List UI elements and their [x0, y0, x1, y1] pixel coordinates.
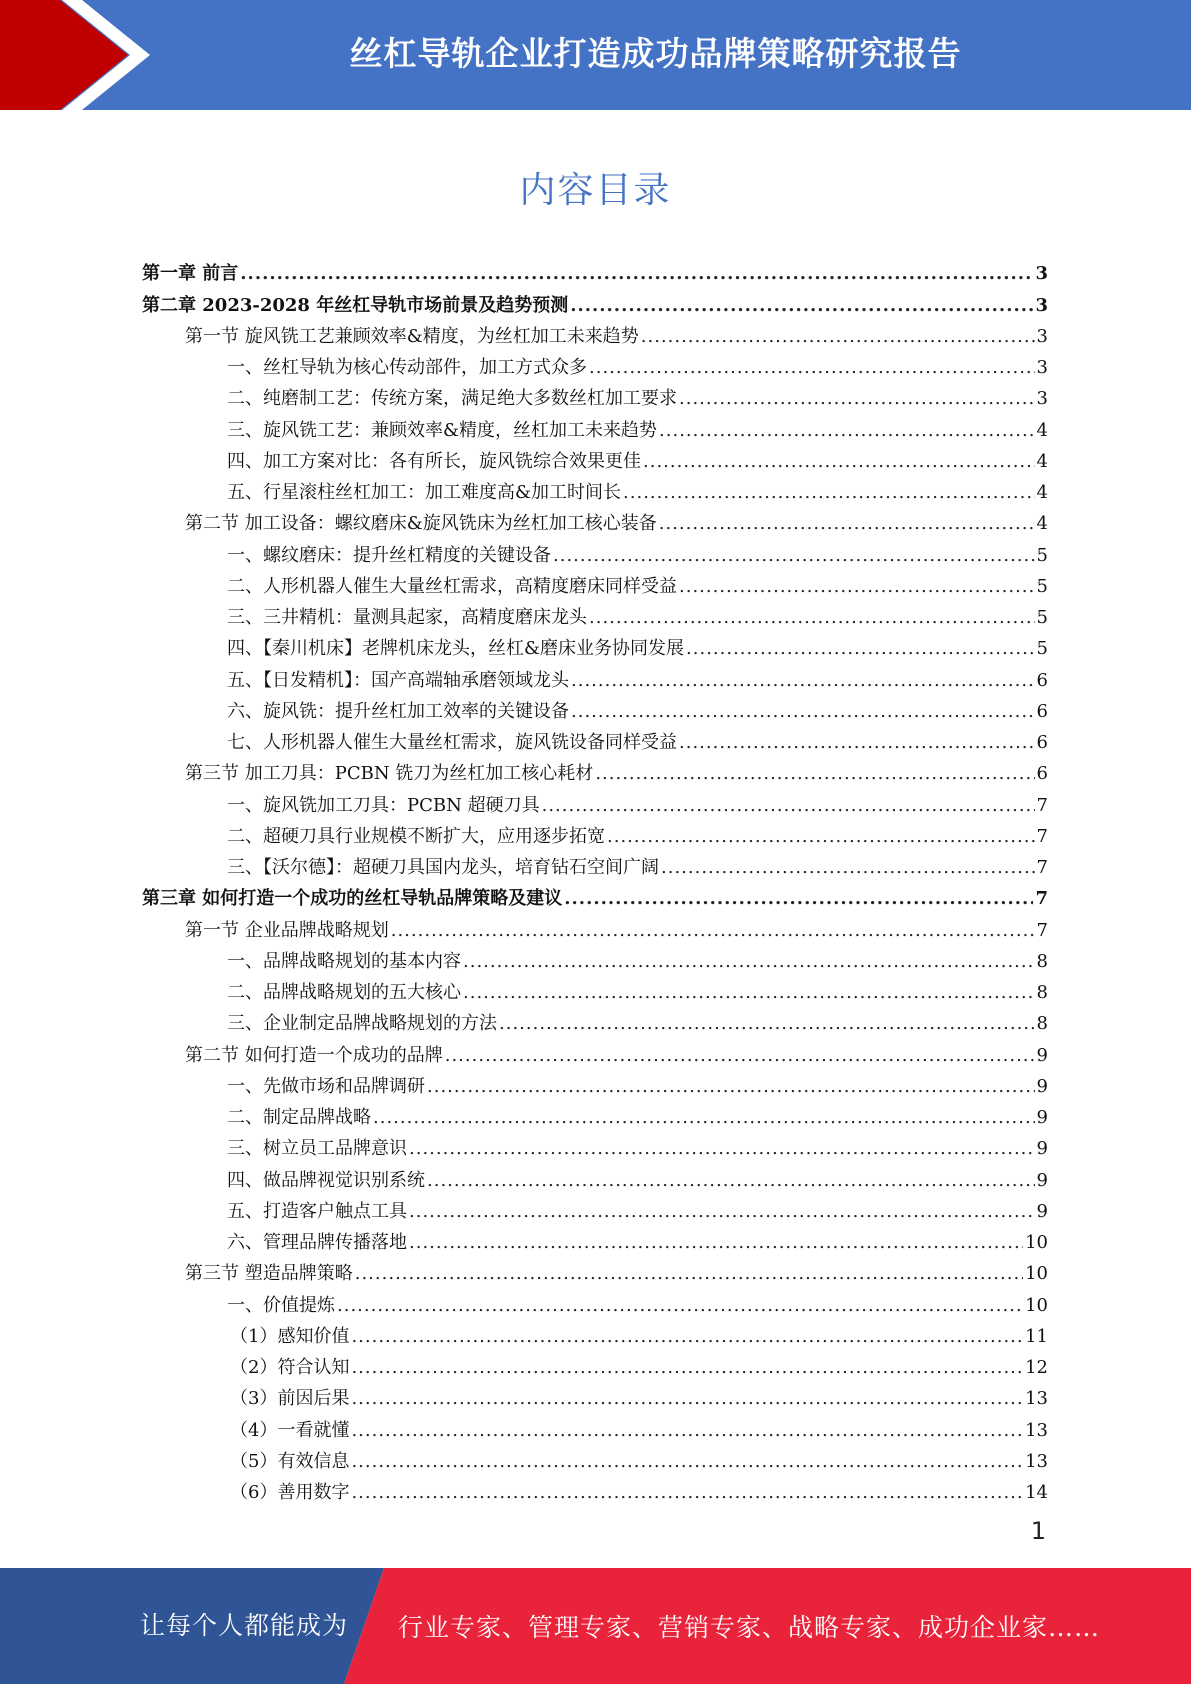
toc-dot-leader: [553, 545, 1035, 567]
toc-entry-page: 9: [1036, 1075, 1048, 1097]
toc-entry[interactable]: [142, 1192, 1048, 1223]
toc-entry-page: 4: [1036, 419, 1048, 441]
page-number: 1: [1030, 1517, 1046, 1545]
toc-heading: 内容目录: [519, 170, 672, 211]
toc-entry-page: 7: [1036, 919, 1048, 941]
toc-entry-title: 一、先做市场和品牌调研: [227, 1075, 425, 1097]
toc-entry-page: 13: [1025, 1450, 1048, 1472]
toc-entry[interactable]: [142, 848, 1048, 879]
toc-dot-leader: [351, 1357, 1023, 1379]
toc-dot-leader: [542, 795, 1035, 817]
toc-entry-page: 3: [1035, 263, 1048, 285]
toc-dot-leader: [409, 1138, 1035, 1160]
toc-entry-page: 4: [1036, 450, 1048, 472]
toc-entry[interactable]: [142, 942, 1048, 973]
toc-dot-leader: [355, 1263, 1023, 1285]
toc-entry-page: 10: [1025, 1263, 1048, 1285]
toc-entry-title: 四、做品牌视觉识别系统: [227, 1169, 425, 1191]
toc-entry[interactable]: [142, 1317, 1048, 1348]
toc-dot-leader: [463, 951, 1035, 973]
toc-entry-page: 6: [1036, 763, 1048, 785]
toc-entry[interactable]: [142, 285, 1048, 316]
toc-entry-title: （6）善用数字: [230, 1482, 350, 1503]
footer-slogan-left: 让每个人都能成为: [140, 1611, 349, 1640]
toc-entry[interactable]: [142, 379, 1048, 410]
toc-dot-leader: [240, 263, 1033, 285]
toc-entry-page: 14: [1025, 1482, 1048, 1503]
toc-entry-title: 第二节 加工设备：螺纹磨床&旋风铣床为丝杠加工核心装备: [185, 513, 657, 535]
toc-dot-leader: [427, 1170, 1035, 1192]
toc-dot-leader: [564, 888, 1033, 910]
toc-entry[interactable]: [142, 410, 1048, 441]
toc-dot-leader: [571, 670, 1035, 692]
toc-entry[interactable]: [142, 254, 1048, 285]
toc-entry-title: 四、【秦川机床】老牌机床龙头，丝杠&磨床业务协同发展: [227, 638, 685, 660]
toc-entry-title: 六、管理品牌传播落地: [227, 1232, 407, 1253]
toc-entry-page: 13: [1025, 1388, 1048, 1410]
toc-dot-leader: [623, 482, 1035, 504]
toc-entry[interactable]: [142, 348, 1048, 379]
toc-entry-title: 五、【日发精机】：国产高端轴承磨领域龙头: [227, 669, 569, 691]
toc-entry-page: 7: [1036, 794, 1048, 816]
toc-dot-leader: [607, 826, 1035, 848]
toc-entry-title: 三、旋风铣工艺：兼顾效率&精度，丝杠加工未来趋势: [227, 419, 658, 441]
toc-entry-page: 6: [1036, 732, 1048, 753]
toc-entry-title: 二、品牌战略规划的五大核心: [227, 982, 461, 1003]
footer-slogan-right: 行业专家、管理专家、营销专家、战略专家、成功企业家……: [398, 1613, 1101, 1642]
toc-dot-leader: [589, 607, 1035, 629]
toc-dot-leader: [679, 732, 1035, 754]
toc-entry-title: 第一节 企业品牌战略规划: [185, 919, 389, 941]
toc-entry-title: 第二章 2023-2028 年丝杠导轨市场前景及趋势预测: [142, 294, 569, 316]
toc-entry[interactable]: [142, 1348, 1048, 1379]
toc-entry-page: 9: [1036, 1138, 1048, 1160]
toc-entry[interactable]: [142, 473, 1048, 504]
toc-entry-page: 5: [1036, 575, 1048, 597]
table-of-contents: [142, 254, 1048, 1504]
page-footer: [0, 1568, 1191, 1684]
toc-entry[interactable]: [142, 723, 1048, 754]
toc-entry-title: 第三节 塑造品牌策略: [185, 1263, 353, 1285]
toc-dot-leader: [337, 1295, 1023, 1317]
toc-entry[interactable]: [142, 1379, 1048, 1410]
toc-entry[interactable]: [142, 1129, 1048, 1160]
toc-entry-title: 一、价值提炼: [227, 1294, 335, 1316]
toc-entry[interactable]: [142, 535, 1048, 566]
toc-entry-title: 一、丝杠导轨为核心传动部件，加工方式众多: [227, 357, 587, 378]
toc-entry[interactable]: [142, 1098, 1048, 1129]
toc-entry[interactable]: [142, 692, 1048, 723]
toc-dot-leader: [643, 451, 1035, 473]
toc-dot-leader: [659, 513, 1035, 535]
toc-dot-leader: [570, 295, 1033, 317]
toc-entry-page: 13: [1025, 1419, 1048, 1441]
toc-entry[interactable]: [142, 879, 1048, 910]
toc-entry-title: 一、品牌战略规划的基本内容: [227, 950, 461, 972]
toc-entry-title: 二、纯磨制工艺：传统方案，满足绝大多数丝杠加工要求: [227, 388, 677, 410]
toc-entry-title: 二、超硬刀具行业规模不断扩大，应用逐步拓宽: [227, 825, 605, 847]
toc-entry-title: 三、树立员工品牌意识: [227, 1138, 407, 1160]
toc-entry-page: 9: [1036, 1107, 1048, 1128]
toc-entry[interactable]: [142, 442, 1048, 473]
toc-entry-page: 7: [1036, 825, 1048, 847]
toc-entry-page: 3: [1036, 388, 1048, 410]
toc-dot-leader: [686, 638, 1035, 660]
toc-entry-page: 3: [1035, 294, 1048, 316]
toc-entry-page: 8: [1036, 982, 1048, 1003]
toc-entry-title: 第二节 如何打造一个成功的品牌: [185, 1044, 443, 1066]
toc-dot-leader: [351, 1326, 1023, 1348]
toc-entry[interactable]: [142, 910, 1048, 941]
toc-entry-page: 8: [1036, 1013, 1048, 1035]
toc-entry-title: 一、螺纹磨床：提升丝杠精度的关键设备: [227, 544, 551, 566]
toc-entry[interactable]: [142, 1004, 1048, 1035]
toc-dot-leader: [589, 357, 1035, 379]
toc-entry-page: 7: [1035, 888, 1048, 910]
toc-dot-leader: [351, 1482, 1023, 1504]
toc-entry[interactable]: [142, 1035, 1048, 1066]
toc-dot-leader: [409, 1232, 1023, 1254]
toc-entry-page: 9: [1036, 1200, 1048, 1222]
toc-dot-leader: [373, 1107, 1035, 1129]
toc-entry-title: 第一节 旋风铣工艺兼顾效率&精度，为丝杠加工未来趋势: [185, 325, 639, 347]
toc-entry-page: 10: [1025, 1232, 1048, 1253]
toc-entry-page: 8: [1036, 950, 1048, 972]
toc-entry-page: 6: [1036, 669, 1048, 691]
toc-entry-title: 四、加工方案对比：各有所长，旋风铣综合效果更佳: [227, 450, 641, 472]
toc-entry-page: 3: [1036, 325, 1048, 347]
toc-entry[interactable]: [142, 1410, 1048, 1441]
toc-entry[interactable]: [142, 317, 1048, 348]
toc-entry-page: 5: [1036, 607, 1048, 628]
toc-dot-leader: [595, 763, 1034, 785]
toc-entry-page: 4: [1036, 513, 1048, 535]
toc-dot-leader: [445, 1045, 1035, 1067]
toc-dot-leader: [351, 1388, 1023, 1410]
toc-entry[interactable]: [142, 817, 1048, 848]
toc-entry[interactable]: [142, 785, 1048, 816]
toc-dot-leader: [641, 326, 1035, 348]
toc-entry[interactable]: [142, 973, 1048, 1004]
toc-entry[interactable]: [142, 1285, 1048, 1316]
toc-dot-leader: [427, 1076, 1035, 1098]
toc-entry-page: 6: [1036, 700, 1048, 722]
toc-entry[interactable]: [142, 629, 1048, 660]
toc-entry-title: （4）一看就懂: [230, 1419, 350, 1441]
toc-entry-title: 六、旋风铣：提升丝杠加工效率的关键设备: [227, 700, 569, 722]
toc-entry[interactable]: [142, 1160, 1048, 1191]
toc-dot-leader: [679, 388, 1035, 410]
toc-entry-page: 5: [1036, 544, 1048, 566]
toc-entry[interactable]: [142, 598, 1048, 629]
toc-entry-title: （2）符合认知: [230, 1357, 350, 1378]
toc-entry-page: 9: [1036, 1169, 1048, 1191]
toc-entry-page: 10: [1025, 1294, 1048, 1316]
toc-entry-page: 9: [1036, 1044, 1048, 1066]
toc-entry-page: 4: [1036, 482, 1048, 503]
toc-entry-title: （3）前因后果: [230, 1388, 350, 1410]
toc-entry-title: 二、人形机器人催生大量丝杠需求，高精度磨床同样受益: [227, 575, 677, 597]
toc-entry-title: 五、打造客户触点工具: [227, 1200, 407, 1222]
toc-entry[interactable]: [142, 1254, 1048, 1285]
toc-entry-title: （5）有效信息: [230, 1450, 350, 1472]
toc-dot-leader: [351, 1451, 1023, 1473]
toc-entry-title: 第三节 加工刀具：PCBN 铣刀为丝杠加工核心耗材: [185, 763, 594, 785]
toc-entry-page: 7: [1036, 857, 1048, 878]
toc-entry[interactable]: [142, 504, 1048, 535]
toc-entry[interactable]: [142, 1067, 1048, 1098]
toc-entry[interactable]: [142, 1442, 1048, 1473]
toc-entry-title: 五、行星滚柱丝杠加工：加工难度高&加工时间长: [227, 482, 622, 503]
toc-entry[interactable]: [142, 754, 1048, 785]
toc-entry-page: 3: [1036, 357, 1048, 378]
toc-entry-title: 三、企业制定品牌战略规划的方法: [227, 1013, 497, 1035]
toc-entry[interactable]: [142, 567, 1048, 598]
toc-entry-title: 一、旋风铣加工刀具：PCBN 超硬刀具: [227, 794, 540, 816]
toc-dot-leader: [409, 1201, 1035, 1223]
toc-entry-title: 第一章 前言: [142, 263, 239, 285]
toc-entry-title: 二、制定品牌战略: [227, 1107, 371, 1128]
toc-entry[interactable]: [142, 660, 1048, 691]
toc-entry-title: 三、【沃尔德】：超硬刀具国内龙头，培育钻石空间广阔: [227, 857, 659, 878]
toc-entry-title: 第三章 如何打造一个成功的丝杠导轨品牌策略及建议: [142, 888, 563, 910]
toc-dot-leader: [391, 920, 1035, 942]
page-header: [0, 0, 1191, 110]
toc-entry[interactable]: [142, 1223, 1048, 1254]
toc-dot-leader: [499, 1013, 1035, 1035]
toc-entry-page: 11: [1025, 1325, 1048, 1347]
toc-entry-title: 七、人形机器人催生大量丝杠需求，旋风铣设备同样受益: [227, 732, 677, 753]
toc-entry[interactable]: [142, 1473, 1048, 1504]
toc-dot-leader: [571, 701, 1035, 723]
toc-entry-title: （1）感知价值: [230, 1325, 350, 1347]
toc-entry-page: 12: [1025, 1357, 1048, 1378]
report-title: 丝杠导轨企业打造成功品牌策略研究报告: [349, 34, 962, 73]
toc-dot-leader: [659, 420, 1035, 442]
toc-entry-title: 三、三井精机：量测具起家，高精度磨床龙头: [227, 607, 587, 628]
toc-entry-page: 5: [1036, 638, 1048, 660]
toc-dot-leader: [661, 857, 1035, 879]
toc-dot-leader: [351, 1420, 1023, 1442]
toc-dot-leader: [679, 576, 1035, 598]
toc-dot-leader: [463, 982, 1035, 1004]
